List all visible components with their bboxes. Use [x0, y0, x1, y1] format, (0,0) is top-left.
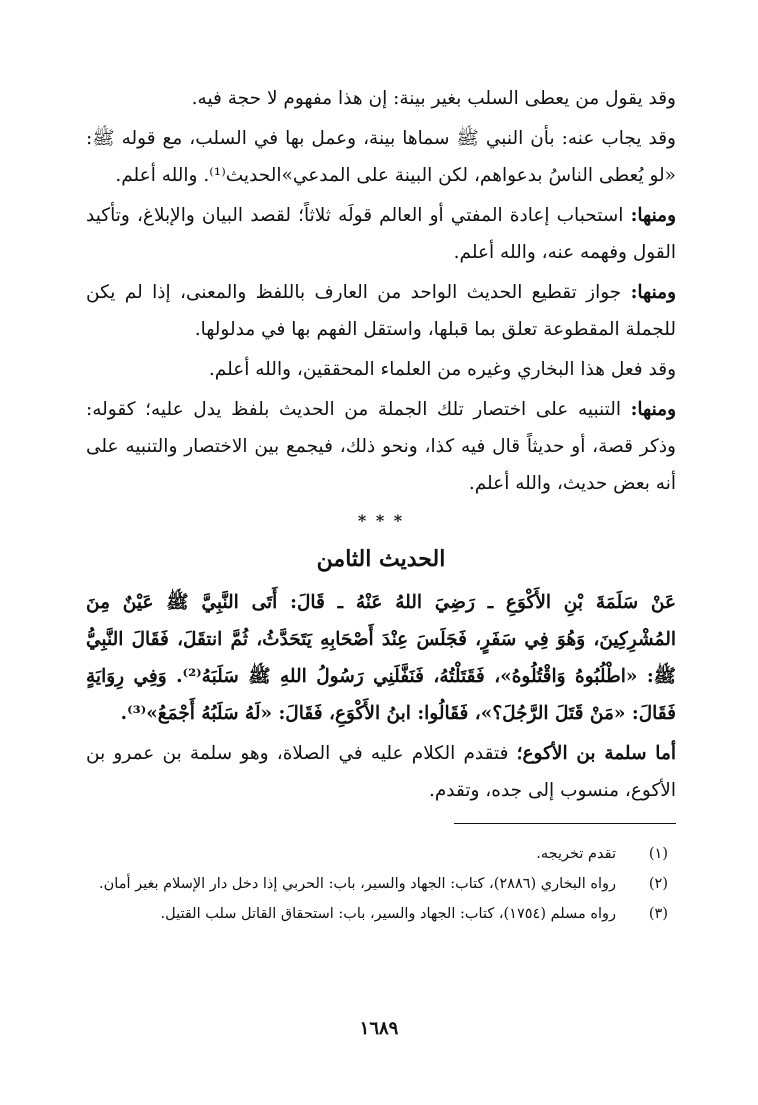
footnote-text: رواه البخاري (٢٨٨٦)، كتاب: الجهاد والسير، باب: الحربي إذا دخل دار الإسلام بغير أمان. [99, 876, 616, 892]
paragraph-text: وقد يقول من يعطى السلب بغير بينة: إن هذا مفهوم لا حجة فيه. [191, 88, 676, 109]
paragraph-text: جواز تقطيع الحديث الواحد من العارف باللفظ والمعنى، إذا لم يكن للجملة المقطوعة تعلق بما قبلها، واستقل الفهم بها في مدلولها. [86, 282, 676, 340]
paragraph-3 [86, 197, 676, 271]
footnote-1 [86, 842, 676, 866]
footnote-number: (١) [648, 846, 668, 862]
footnote-divider [454, 823, 676, 824]
footnote-text: تقدم تخريجه. [536, 846, 616, 862]
page-number: ١٦٨٩ [359, 1018, 399, 1039]
paragraph-4 [86, 274, 676, 348]
paragraph-1 [86, 80, 676, 117]
section-heading: الحديث الثامن [316, 546, 446, 572]
paragraph-lead: أما سلمة بن الأكوع؛ [516, 743, 676, 764]
paragraph-text: استحباب إعادة المفتي أو العالم قولَه ثلاثاً؛ لقصد البيان والإبلاغ، وتأكيد القول وفهمه عنه، والله أعلم. [86, 205, 676, 263]
paragraph-after-hadith [86, 735, 676, 809]
paragraph-text: وقد فعل هذا البخاري وغيره من العلماء المحققين، والله أعلم. [208, 359, 676, 380]
paragraph-lead: ومنها: [630, 205, 676, 226]
paragraph-lead: ومنها: [630, 282, 676, 303]
footnote-3 [86, 902, 676, 926]
paragraph-2 [86, 120, 676, 194]
paragraph-6 [86, 391, 676, 502]
paragraph-text: التنبيه على اختصار تلك الجملة من الحديث بلفظ يدل عليه؛ كقوله: وذكر قصة، أو حديثاً قال فيه كذا، ونحو ذلك، فيجمع بين الاختصار والتنبيه على أنه بعض حديث، والله أعلم. [86, 399, 676, 494]
footnote-2 [86, 872, 676, 896]
paragraph-lead: ومنها: [630, 399, 676, 420]
paragraph-5 [86, 351, 676, 388]
footnote-number: (٢) [648, 876, 668, 892]
paragraph-text: وقد يجاب عنه: بأن النبي ﷺ سماها بينة، وعمل بها في السلب، مع قوله ﷺ: «لو يُعطى الناسُ بدعواهم، لكن البينة على المدعي»الحديث⁽¹⁾. والله أعلم. [86, 128, 676, 186]
paragraph-text: فتقدم الكلام عليه في الصلاة، وهو سلمة بن عمرو بن الأكوع، منسوب إلى جده، وتقدم. [86, 743, 676, 801]
footnote-text: رواه مسلم (١٧٥٤)، كتاب: الجهاد والسير، باب: استحقاق القاتل سلب القتيل. [160, 906, 616, 922]
hadith-text: عَنْ سَلَمَةَ بْنِ الأَكْوَعِ ـ رَضِيَ اللهُ عَنْهُ ـ قَالَ: أَتَى النَّبِيَّ ﷺ عَيْنٌ مِنَ المُشْرِكِينَ، وَهُوَ فِي سَفَرٍ، فَجَلَسَ عِنْدَ أَصْحَابِهِ يَتَحَدَّثُ، ثُمَّ انتقَلَ، فَقَالَ النَّبِيُّ ﷺ: «اطْلُبُوهُ وَاقْتُلُوهُ»، فَقَتَلْتُهُ، فَنَفَّلَنِي رَسُولُ اللهِ ﷺ سَلَبَهُ⁽²⁾. وَفِي رِوَايَةٍ فَقَالَ: «مَنْ قَتَلَ الرَّجُلَ؟»، فَقَالُوا: ابنُ الأَكْوَعِ، فَقَالَ: «لَهُ سَلَبُهُ أَجْمَعُ»⁽³⁾. [86, 592, 676, 724]
section-separator: * * * [357, 511, 405, 530]
footnote-number: (٣) [648, 906, 668, 922]
